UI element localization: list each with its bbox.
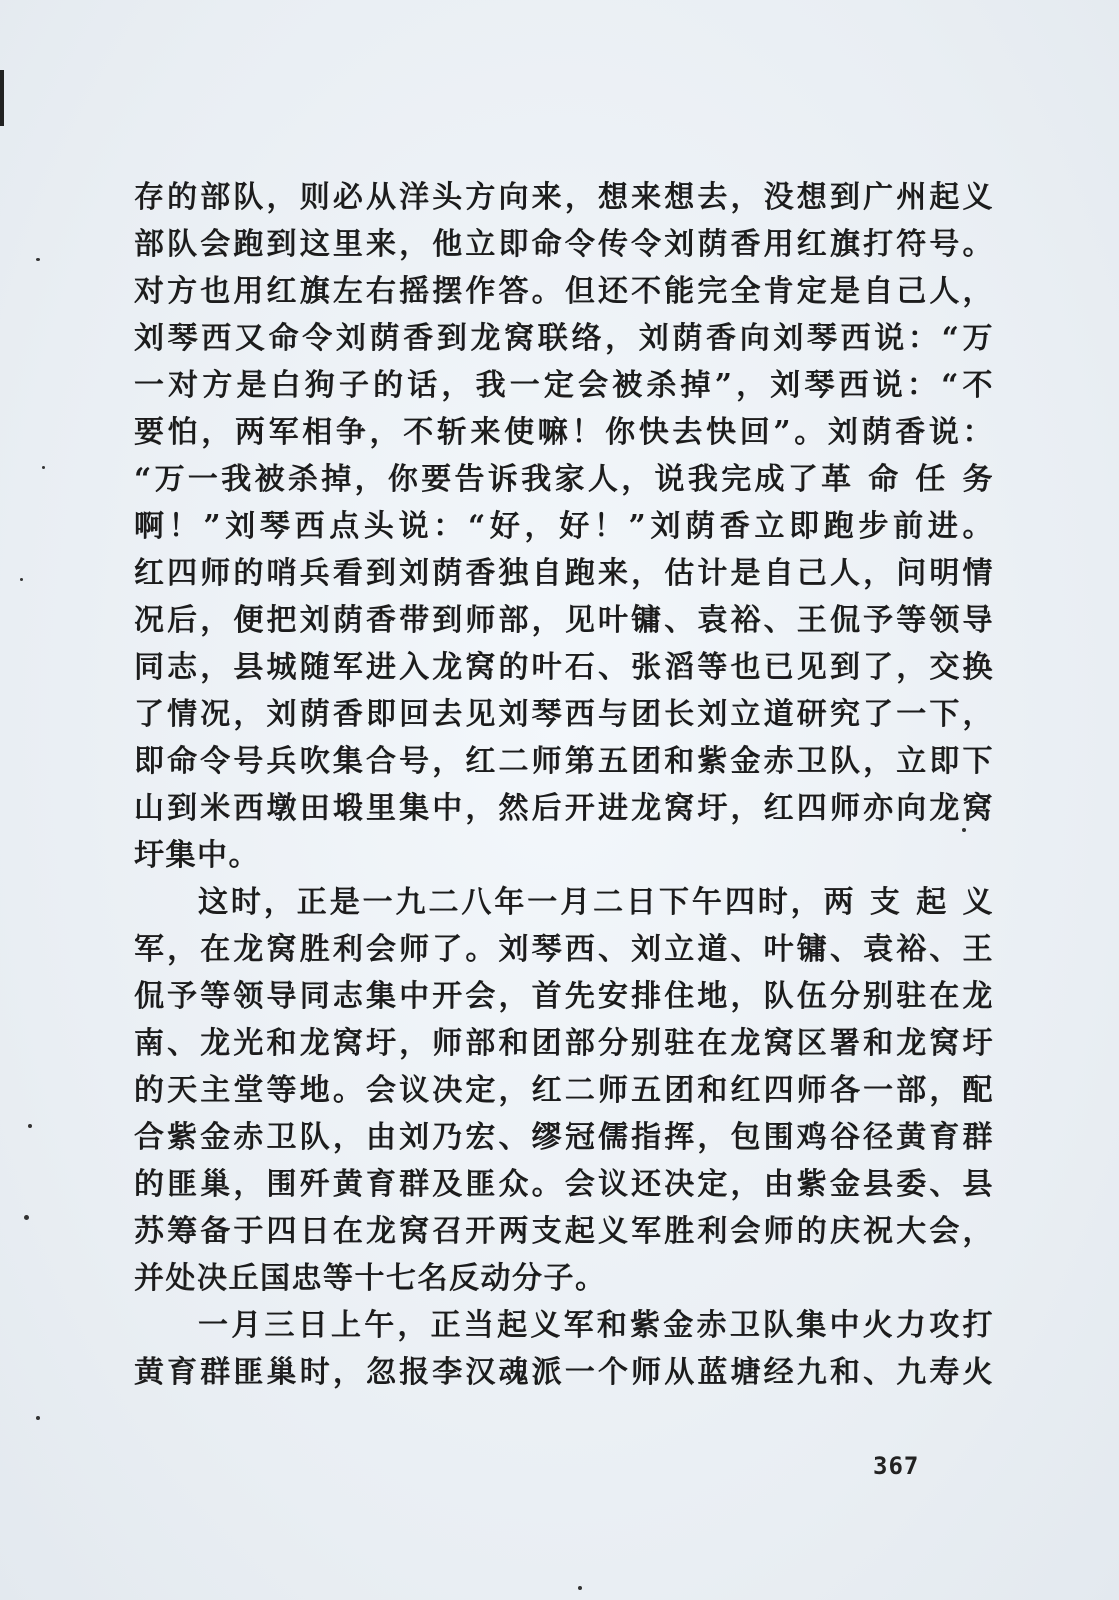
page-number: 367	[873, 1452, 920, 1480]
text-line: 同志，县城随军进入龙窝的叶石、张滔等也已见到了，交换	[134, 650, 994, 685]
text-line: 的匪巢，围歼黄育群及匪众。会议还决定，由紫金县委、县	[134, 1167, 994, 1202]
text-line: 一月三日上午，正当起义军和紫金赤卫队集中火力攻打	[198, 1308, 994, 1343]
text-line: 山到米西墩田塅里集中，然后开进龙窝圩，红四师亦向龙窝	[134, 791, 994, 826]
scan-speck	[36, 258, 40, 261]
text-line: 苏筹备于四日在龙窝召开两支起义军胜利会师的庆祝大会，	[134, 1214, 994, 1249]
body-text	[134, 174, 994, 1396]
scan-speck	[42, 466, 45, 469]
text-line: 侃予等领导同志集中开会，首先安排住地，队伍分别驻在龙	[134, 979, 994, 1014]
text-line: 黄育群匪巢时，忽报李汉魂派一个师从蓝塘经九和、九寿火	[134, 1355, 994, 1390]
scan-edge-mark	[0, 70, 4, 126]
text-line: 啊！”刘琴西点头说：“好，好！”刘荫香立即跑步前进。	[134, 509, 994, 544]
text-line: 一对方是白狗子的话，我一定会被杀掉”，刘琴西说：“不	[134, 368, 994, 403]
text-line: 即命令号兵吹集合号，红二师第五团和紫金赤卫队，立即下	[134, 744, 994, 779]
text-line: 了情况，刘荫香即回去见刘琴西与团长刘立道研究了一下，	[134, 697, 994, 732]
scan-speck	[36, 1416, 40, 1420]
text-line: 合紫金赤卫队，由刘乃宏、缪冠儒指挥，包围鸡谷径黄育群	[134, 1120, 994, 1155]
text-line: 的天主堂等地。会议决定，红二师五团和红四师各一部，配	[134, 1073, 994, 1108]
text-line: 要怕，两军相争，不斩来使嘛！你快去快回”。刘荫香说：	[134, 415, 994, 450]
text-line: 红四师的哨兵看到刘荫香独自跑来，估计是自己人，问明情	[134, 556, 994, 591]
text-line: 并处决丘国忠等十七名反动分子。	[134, 1261, 607, 1296]
text-line: 这时，正是一九二八年一月二日下午四时，两 支 起 义	[198, 885, 994, 920]
scan-speck	[578, 1586, 582, 1590]
text-line: 军，在龙窝胜利会师了。刘琴西、刘立道、叶镛、袁裕、王	[134, 932, 994, 967]
text-line: 况后，便把刘荫香带到师部，见叶镛、袁裕、王侃予等领导	[134, 603, 994, 638]
text-line: 圩集中。	[134, 838, 260, 873]
text-line: 对方也用红旗左右摇摆作答。但还不能完全肯定是自己人，	[134, 274, 994, 309]
text-line: “万一我被杀掉，你要告诉我家人，说我完成了革 命 任 务	[134, 462, 994, 497]
text-line: 部队会跑到这里来，他立即命令传令刘荫香用红旗打符号。	[134, 227, 994, 262]
text-line: 刘琴西又命令刘荫香到龙窝联络，刘荫香向刘琴西说：“万	[134, 321, 994, 356]
text-line: 南、龙光和龙窝圩，师部和团部分别驻在龙窝区署和龙窝圩	[134, 1026, 994, 1061]
scan-speck	[28, 1124, 32, 1128]
scan-speck	[962, 828, 966, 832]
scan-speck	[24, 1215, 29, 1220]
text-line: 存的部队，则必从洋头方向来，想来想去，没想到广州起义	[134, 180, 994, 215]
scan-speck	[20, 578, 23, 581]
